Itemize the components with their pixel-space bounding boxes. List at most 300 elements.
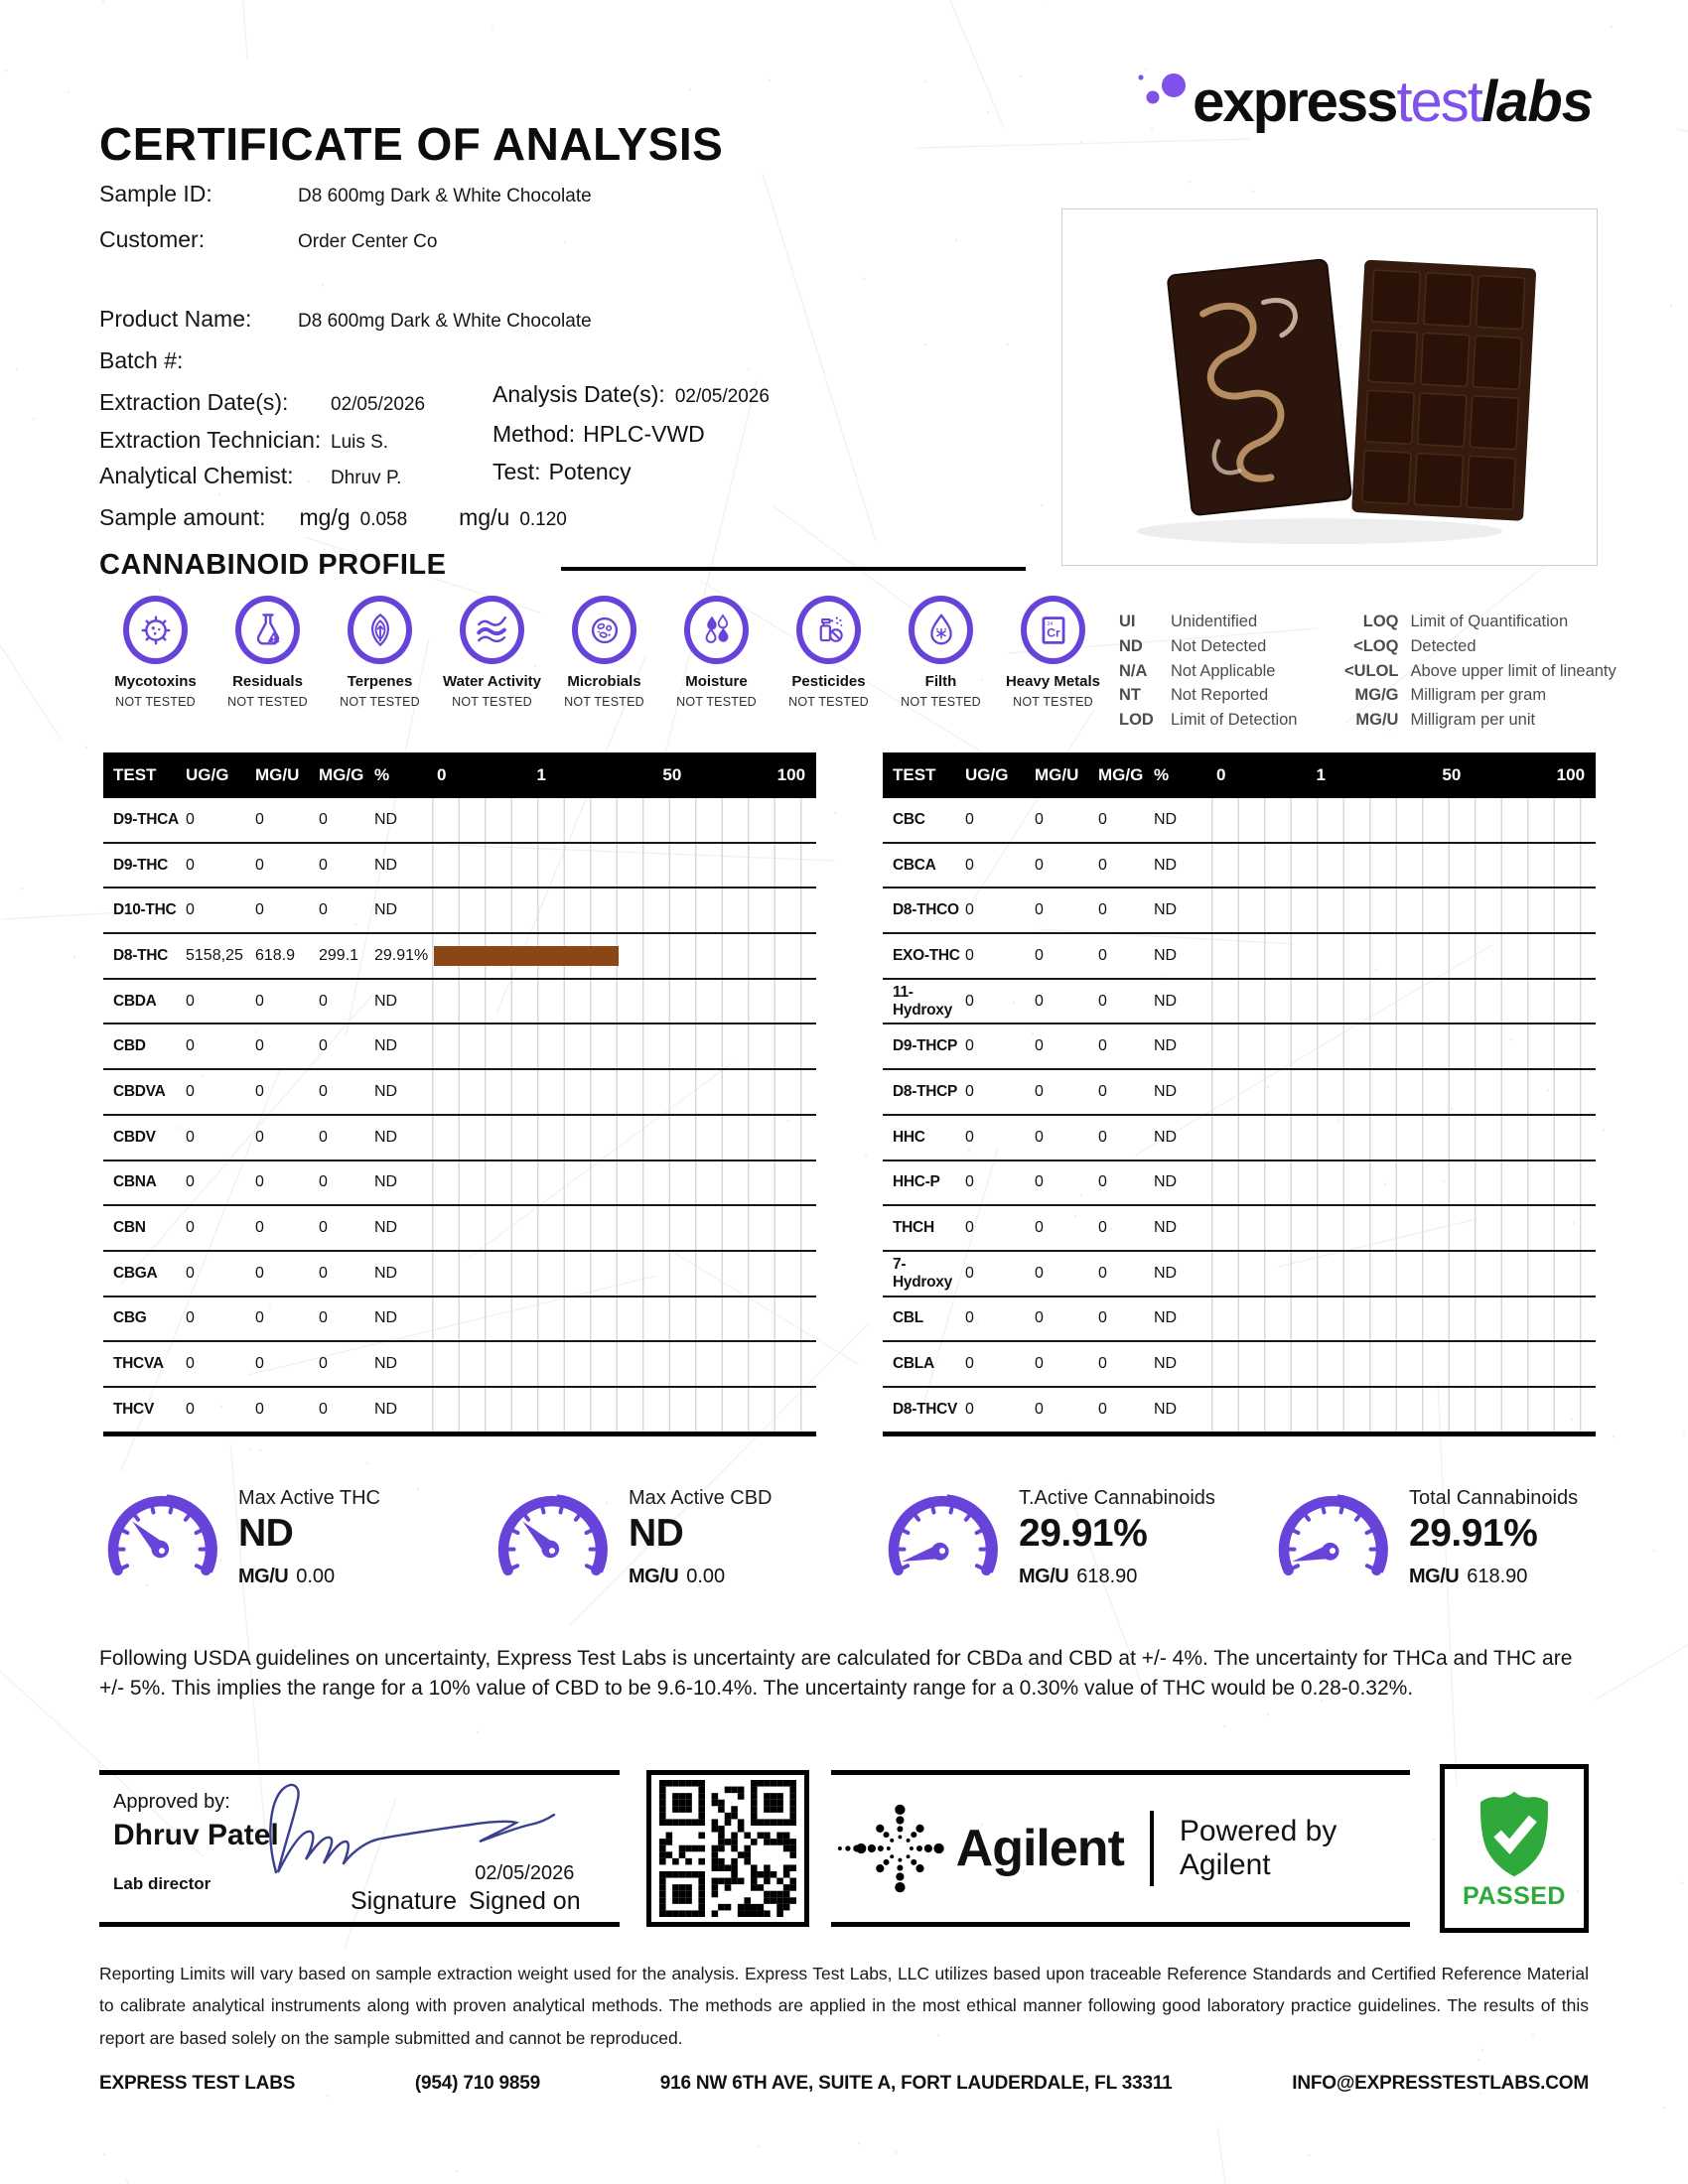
cell-pct: ND [374, 1128, 398, 1146]
panel-name: Moisture [685, 673, 748, 690]
cell-pct: ND [1154, 992, 1178, 1010]
batch-label: Batch #: [99, 347, 184, 373]
cell-ugg: 5158,25 [186, 946, 243, 964]
cell-pct: ND [374, 901, 398, 919]
cell-chart [1211, 1297, 1596, 1341]
cell-mgu: 0 [255, 1128, 264, 1146]
footer-email: INFO@EXPRESSTESTLABS.COM [1292, 2073, 1589, 2094]
cell-chart [1211, 1206, 1596, 1250]
cell-ugg: 0 [965, 1037, 974, 1055]
passed-label: PASSED [1463, 1881, 1566, 1910]
gauge-dial-icon [880, 1487, 1005, 1589]
cell-pct: ND [1154, 1400, 1178, 1418]
cell-mgu: 0 [1035, 1309, 1044, 1327]
column-header: UG/G [186, 765, 229, 784]
agilent-name: Agilent [955, 1820, 1124, 1877]
approver-role: Lab director [113, 1874, 211, 1893]
cell-pct: ND [374, 1264, 398, 1282]
column-header: UG/G [965, 765, 1009, 784]
scale-tick: 0 [1215, 765, 1226, 784]
cell-chart [432, 798, 816, 842]
cell-pct: 29.91% [374, 946, 429, 964]
legend-desc: Limit of Detection [1171, 711, 1298, 730]
cannabinoid-row [103, 1252, 816, 1297]
cell-ugg: 0 [965, 946, 974, 964]
approved-by-label: Approved by: [113, 1791, 230, 1813]
legend-desc: Unidentified [1171, 613, 1258, 630]
mgu-value: 0.120 [519, 509, 567, 530]
cell-chart [1211, 980, 1596, 1024]
brand-express: express [1193, 69, 1397, 134]
legend-item [1333, 636, 1616, 658]
cell-mgu: 0 [255, 1400, 264, 1418]
gauge-title: T.Active Cannabinoids [1019, 1487, 1215, 1509]
passed-badge [1440, 1764, 1589, 1933]
cell-mgu: 0 [255, 1264, 264, 1282]
cell-chart [1211, 1070, 1596, 1114]
cell-ugg: 0 [186, 1400, 195, 1418]
mgg-value: 0.058 [359, 509, 408, 530]
extraction-date-row [99, 389, 425, 416]
cell-mgu: 0 [255, 1219, 264, 1237]
cell-mgu: 0 [255, 1355, 264, 1373]
legend-item [1333, 710, 1616, 732]
svg-text:24: 24 [1047, 620, 1053, 627]
sample-amount-label: Sample amount: [99, 504, 266, 530]
column-header: TEST [113, 765, 157, 784]
summary-gauges [99, 1487, 1660, 1589]
gauge-dial-icon [99, 1487, 224, 1589]
legend-item [1333, 685, 1616, 707]
legend-item [1119, 685, 1297, 707]
cell-mgg: 0 [319, 1355, 328, 1373]
table-header [103, 752, 816, 798]
chocolate-bars-image [1062, 209, 1597, 565]
cell-mgg: 0 [1098, 1355, 1107, 1373]
qr-code-image [659, 1780, 796, 1917]
cell-chart [432, 1388, 816, 1432]
cell-ugg: 0 [186, 1309, 195, 1327]
cannabinoid-row [103, 1070, 816, 1116]
cell-ugg: 0 [965, 810, 974, 828]
customer-row [99, 226, 437, 253]
scale-tick: 50 [662, 765, 682, 784]
disclaimer-text: Reporting Limits will vary based on sample extraction weight used for the analysis. Express Test Labs, LLC utilizes based upon traceable Reference Standards and Certified Reference Material to calibrate analytical instruments along with proven analytical methods. The methods are applied in the most ethical manner following good laboratory practice guidelines. The results of this report are based solely on the sample submitted and cannot be reproduced. [99, 1964, 1589, 2048]
cell-ugg: 0 [186, 1082, 195, 1100]
filth-icon [909, 596, 973, 664]
cell-ugg: 0 [965, 1264, 974, 1282]
cell-mgu: 0 [255, 992, 264, 1010]
cannabinoid-row [883, 888, 1596, 934]
legend-abbr: LOQ [1362, 613, 1399, 630]
cell-test: THCV [113, 1400, 154, 1418]
signed-on-date: 02/05/2026 [475, 1862, 575, 1884]
cell-ugg: 0 [186, 901, 195, 919]
cell-mgg: 0 [1098, 1309, 1107, 1327]
signature-label: Signature [351, 1887, 458, 1915]
gauge-value: ND [238, 1512, 294, 1555]
analytical-chemist-label: Analytical Chemist: [99, 463, 294, 488]
panel-status: NOT TESTED [452, 695, 532, 709]
cannabinoid-row [883, 934, 1596, 980]
cell-ugg: 0 [965, 1309, 974, 1327]
legend-abbr: <LOQ [1353, 636, 1399, 655]
panel-heavy-metals [997, 596, 1109, 709]
legend-desc: Not Detected [1171, 636, 1267, 655]
panel-water-activity [436, 596, 548, 709]
cell-test: EXO-THC [893, 946, 960, 964]
cell-chart [1211, 844, 1596, 887]
pesticides-icon [796, 596, 861, 664]
cell-chart [1211, 1116, 1596, 1160]
panel-pesticides [773, 596, 885, 709]
signed-on-block [469, 1862, 581, 1916]
mgu-label: mg/u [459, 504, 510, 530]
panel-status: NOT TESTED [340, 695, 420, 709]
brand-labs: labs [1480, 69, 1593, 134]
cell-mgg: 299.1 [319, 946, 359, 964]
footer-phone: (954) 710 9859 [414, 2073, 541, 2094]
panel-microbials [548, 596, 660, 709]
cannabinoid-row [883, 1252, 1596, 1297]
legend-abbr: UI [1119, 613, 1136, 630]
scale-tick: 0 [436, 765, 447, 784]
cell-mgg: 0 [1098, 810, 1107, 828]
method-value: HPLC-VWD [583, 421, 705, 447]
microbials-icon [572, 596, 636, 664]
panel-terpenes [324, 596, 436, 709]
panel-name: Pesticides [791, 673, 866, 690]
cannabinoid-row [883, 1161, 1596, 1207]
cell-test: HHC-P [893, 1173, 940, 1191]
cell-pct: ND [374, 1400, 398, 1418]
gauge-total-cannabinoids [1270, 1487, 1660, 1589]
gauge-unit-label: MG/U [1019, 1566, 1069, 1587]
gauge-text [1019, 1487, 1215, 1588]
cell-test: CBDVA [113, 1082, 166, 1100]
cannabinoid-table-left [103, 752, 816, 1436]
approval-row [99, 1770, 1589, 1939]
gauge-max-active-thc [99, 1487, 490, 1589]
panel-status: NOT TESTED [115, 695, 196, 709]
legend-abbr: N/A [1119, 661, 1148, 680]
legend-desc: Milligram per unit [1410, 711, 1536, 730]
analysis-date-label: Analysis Date(s): [492, 381, 665, 407]
sample-amount-row [99, 504, 567, 531]
panel-name: Mycotoxins [114, 673, 197, 690]
product-name-row [99, 306, 592, 333]
cell-ugg: 0 [186, 1355, 195, 1373]
cell-test: THCVA [113, 1355, 164, 1373]
cell-ugg: 0 [186, 856, 195, 874]
cannabinoid-row [103, 1297, 816, 1343]
approver-name: Dhruv Patel [113, 1819, 279, 1851]
cell-chart [432, 1342, 816, 1386]
cell-mgu: 0 [1035, 1264, 1044, 1282]
abbreviation-legend [1119, 612, 1617, 732]
cell-mgu: 0 [255, 1173, 264, 1191]
panel-residuals [211, 596, 324, 709]
cell-pct: ND [1154, 1128, 1178, 1146]
legend-item [1119, 661, 1297, 683]
product-name-value: D8 600mg Dark & White Chocolate [298, 311, 592, 332]
cell-chart [1211, 1252, 1596, 1296]
mycotoxins-icon [123, 596, 188, 664]
legend-desc: Not Applicable [1171, 661, 1276, 680]
cell-chart [1211, 1024, 1596, 1068]
cell-mgu: 0 [1035, 901, 1044, 919]
legend-column [1119, 612, 1297, 732]
product-photo [1061, 208, 1598, 566]
panel-status: NOT TESTED [227, 695, 308, 709]
cell-mgg: 0 [319, 810, 328, 828]
cell-mgg: 0 [319, 1082, 328, 1100]
cell-ugg: 0 [965, 1173, 974, 1191]
cannabinoid-row [103, 980, 816, 1025]
cannabinoid-row [883, 1206, 1596, 1252]
cell-test: CBN [113, 1219, 146, 1237]
cell-mgu: 0 [1035, 1355, 1044, 1373]
sample-id-value: D8 600mg Dark & White Chocolate [298, 186, 592, 206]
column-header: % [374, 765, 390, 784]
cell-mgg: 0 [319, 992, 328, 1010]
panel-filth [885, 596, 997, 709]
gauge-unit-value: 0.00 [686, 1566, 726, 1587]
panel-name: Terpenes [347, 673, 413, 690]
cannabinoid-row [103, 1342, 816, 1388]
cell-pct: ND [1154, 1037, 1178, 1055]
cannabinoid-row [103, 798, 816, 844]
agilent-brand [831, 1770, 1410, 1927]
cell-pct: ND [1154, 1219, 1178, 1237]
sample-id-label: Sample ID: [99, 181, 212, 206]
cell-chart [1211, 1161, 1596, 1205]
gauge-text [629, 1487, 772, 1588]
test-row [492, 459, 632, 485]
residuals-icon [235, 596, 300, 664]
gauge-text [1409, 1487, 1578, 1588]
qr-code [646, 1770, 809, 1927]
cell-pct: ND [1154, 1264, 1178, 1282]
signature-box [99, 1770, 620, 1927]
value-bar [434, 946, 619, 966]
scale-tick: 100 [776, 765, 806, 784]
cell-pct: ND [1154, 1173, 1178, 1191]
cell-mgg: 0 [319, 1219, 328, 1237]
cell-mgu: 0 [1035, 1400, 1044, 1418]
cannabinoid-row [103, 1161, 816, 1207]
cell-test: D9-THC [113, 856, 169, 874]
cell-mgg: 0 [319, 1400, 328, 1418]
analytical-chemist-row [99, 463, 401, 489]
test-label: Test: [492, 459, 541, 484]
legend-abbr: LOD [1119, 711, 1154, 730]
cell-chart [1211, 1342, 1596, 1386]
cell-pct: ND [1154, 1355, 1178, 1373]
legend-abbr: MG/G [1354, 686, 1399, 705]
cell-test: D10-THC [113, 901, 177, 919]
cell-mgu: 618.9 [255, 946, 296, 964]
cell-chart [1211, 1388, 1596, 1432]
terpenes-icon [348, 596, 412, 664]
cell-mgu: 0 [255, 1309, 264, 1327]
customer-value: Order Center Co [298, 231, 438, 252]
cannabinoid-row [103, 934, 816, 980]
uncertainty-note: Following USDA guidelines on uncertainty, Express Test Labs is uncertainty are calculated for CBDa and CBD at +/- 4%. The uncertainty for THCa and THC are +/- 5%. This implies the range for a 10% value of CBD to be 9.6-10.4%. The uncertainty range for a 0.30% value of THC would be 0.28-0.32%. [99, 1647, 1573, 1701]
cell-ugg: 0 [186, 810, 195, 828]
cell-mgg: 0 [1098, 1128, 1107, 1146]
cell-test: CBC [893, 810, 925, 828]
cell-mgu: 0 [1035, 810, 1044, 828]
legend-desc: Limit of Quantification [1410, 613, 1569, 630]
cell-pct: ND [374, 1082, 398, 1100]
cell-chart [432, 1206, 816, 1250]
cell-mgg: 0 [1098, 1400, 1107, 1418]
cell-ugg: 0 [965, 856, 974, 874]
product-name-label: Product Name: [99, 306, 252, 332]
cell-mgg: 0 [1098, 1173, 1107, 1191]
footer-contact-row [99, 2073, 1589, 2095]
cell-pct: ND [374, 1037, 398, 1055]
panel-mycotoxins [99, 596, 211, 709]
cell-chart [432, 1297, 816, 1341]
cell-pct: ND [374, 810, 398, 828]
extraction-date-value: 02/05/2026 [331, 394, 426, 415]
cell-ugg: 0 [186, 1173, 195, 1191]
gauge-dial-icon [1270, 1487, 1395, 1589]
cell-ugg: 0 [965, 1400, 974, 1418]
panel-name: Heavy Metals [1005, 673, 1101, 690]
cell-pct: ND [374, 856, 398, 874]
panel-status: NOT TESTED [901, 695, 981, 709]
cell-test: 11-Hydroxy [893, 983, 952, 1019]
cannabinoid-row [103, 1388, 816, 1436]
sample-id-row [99, 181, 592, 207]
brand-logo [1131, 62, 1593, 134]
cell-ugg: 0 [965, 1082, 974, 1100]
section-rule [561, 567, 1026, 571]
gauge-unit-value: 618.90 [1467, 1566, 1528, 1587]
method-label: Method: [492, 421, 576, 447]
legend-desc: Not Reported [1171, 686, 1269, 705]
cannabinoid-row [103, 1206, 816, 1252]
cell-ugg: 0 [186, 1128, 195, 1146]
shield-check-icon [1468, 1787, 1561, 1880]
legend-desc: Above upper limit of lineanty [1410, 661, 1617, 680]
legend-abbr: NT [1119, 686, 1141, 705]
cell-ugg: 0 [186, 1219, 195, 1237]
cell-mgg: 0 [1098, 856, 1107, 874]
legend-item [1119, 636, 1297, 658]
cell-test: CBD [113, 1037, 146, 1055]
scale-header [1211, 752, 1596, 798]
cell-pct: ND [374, 1219, 398, 1237]
cell-ugg: 0 [965, 901, 974, 919]
cannabinoid-row [883, 980, 1596, 1025]
panel-status: NOT TESTED [564, 695, 644, 709]
gauge-unit-label: MG/U [1409, 1566, 1460, 1587]
cell-pct: ND [1154, 810, 1178, 828]
cell-test: HHC [893, 1128, 925, 1146]
cell-test: CBDV [113, 1128, 156, 1146]
extraction-date-label: Extraction Date(s): [99, 389, 289, 415]
batch-row [99, 347, 298, 374]
footer-company: EXPRESS TEST LABS [99, 2073, 296, 2094]
cannabinoid-row [883, 1388, 1596, 1436]
cell-test: THCH [893, 1219, 934, 1237]
cell-mgg: 0 [1098, 1037, 1107, 1055]
cannabinoid-row [103, 844, 816, 889]
gauge-max-active-cbd [490, 1487, 880, 1589]
cell-test: CBGA [113, 1264, 158, 1282]
agilent-starburst-icon [831, 1790, 946, 1907]
cell-pct: ND [374, 1309, 398, 1327]
powered-by-agilent: Powered by Agilent [1179, 1815, 1337, 1881]
cell-mgu: 0 [255, 856, 264, 874]
gauge-unit-value: 0.00 [296, 1566, 336, 1587]
gauge-unit-label: MG/U [238, 1566, 289, 1587]
gauge-unit [629, 1566, 772, 1588]
cannabinoid-row [883, 1024, 1596, 1070]
cell-ugg: 0 [186, 1037, 195, 1055]
cell-test: CBDA [113, 992, 157, 1010]
cell-chart [432, 1070, 816, 1114]
cell-chart [432, 1116, 816, 1160]
customer-label: Customer: [99, 226, 206, 252]
cell-mgu: 0 [255, 1037, 264, 1055]
column-header: MG/U [1035, 765, 1079, 784]
cell-chart [1211, 798, 1596, 842]
cannabinoid-table-right [883, 752, 1596, 1436]
cell-ugg: 0 [965, 1219, 974, 1237]
cell-chart [432, 980, 816, 1024]
cell-mgg: 0 [1098, 946, 1107, 964]
cell-chart [432, 888, 816, 932]
cell-mgg: 0 [1098, 901, 1107, 919]
gauge-unit [1019, 1566, 1215, 1588]
cell-mgu: 0 [1035, 1219, 1044, 1237]
cell-chart [432, 844, 816, 887]
column-header: MG/G [319, 765, 364, 784]
brand-test: test [1396, 69, 1481, 134]
cell-ugg: 0 [965, 992, 974, 1010]
legend-item [1333, 661, 1616, 683]
scale-tick: 1 [1316, 765, 1327, 784]
gauge-t-active-cannabinoids [880, 1487, 1270, 1589]
cannabinoid-row [103, 888, 816, 934]
cell-ugg: 0 [186, 992, 195, 1010]
cell-mgu: 0 [1035, 946, 1044, 964]
cell-pct: ND [1154, 1082, 1178, 1100]
cannabinoid-row [883, 1342, 1596, 1388]
panel-name: Water Activity [443, 673, 541, 690]
cell-mgg: 0 [319, 1128, 328, 1146]
gauge-value: ND [629, 1512, 684, 1555]
legend-abbr: MG/U [1355, 711, 1399, 730]
cell-mgu: 0 [1035, 1173, 1044, 1191]
cell-mgu: 0 [1035, 1128, 1044, 1146]
mgg-label: mg/g [299, 504, 351, 530]
cell-pct: ND [1154, 901, 1178, 919]
test-value: Potency [548, 459, 632, 484]
cell-test: CBCA [893, 856, 936, 874]
cell-mgg: 0 [1098, 992, 1107, 1010]
cell-mgu: 0 [255, 810, 264, 828]
legend-desc: Milligram per gram [1410, 686, 1547, 705]
column-header: TEST [893, 765, 936, 784]
cell-pct: ND [374, 992, 398, 1010]
scale-tick: 50 [1442, 765, 1462, 784]
